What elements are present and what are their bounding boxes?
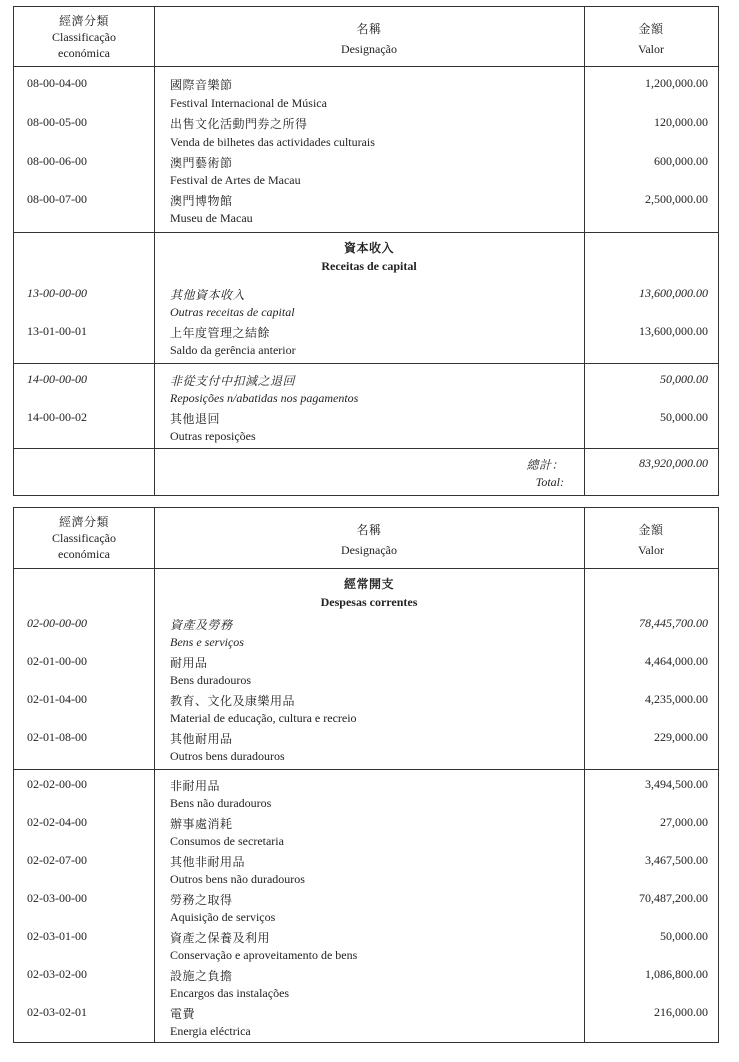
table-row [14, 832, 718, 852]
table-row [14, 94, 718, 114]
row-name-pt: Outras reposições [170, 429, 256, 443]
row-name-pt: Encargos das instalações [170, 986, 290, 1000]
row-value: 229,000.00 [654, 730, 708, 744]
total-label-zh: 總計： [526, 458, 564, 472]
section-divider [14, 363, 718, 364]
row-code: 14-00-00-00 [27, 372, 87, 386]
header-value: 金額 Valor [638, 22, 664, 56]
row-name-zh: 澳門藝術節 [170, 156, 233, 170]
table-row [14, 341, 718, 361]
header-value: 金額 Valor [638, 523, 664, 557]
row-name-pt: Bens e serviços [170, 635, 244, 649]
table-row [14, 209, 718, 229]
table-row [14, 113, 718, 133]
table-row [14, 1003, 718, 1023]
table-row [14, 171, 718, 191]
row-name-zh: 耐用品 [170, 656, 208, 670]
row-code: 08-00-05-00 [27, 115, 87, 129]
row-name-pt: Material de educação, cultura e recreio [170, 711, 357, 725]
row-name-pt: Saldo da gerência anterior [170, 343, 296, 357]
row-name-pt: Bens não duradouros [170, 796, 272, 810]
row-code: 02-02-04-00 [27, 815, 87, 829]
table-row [14, 984, 718, 1004]
row-name-zh: 教育、文化及康樂用品 [170, 694, 296, 708]
row-code: 13-01-00-01 [27, 324, 87, 338]
row-code: 02-02-00-00 [27, 777, 87, 791]
table-row [14, 389, 718, 409]
row-name-zh: 資產及勞務 [170, 618, 233, 632]
total-label-pt: Total: [535, 475, 564, 489]
row-name-zh: 國際音樂節 [170, 78, 233, 92]
row-name-pt: Outros bens não duradouros [170, 872, 305, 886]
section-divider [14, 232, 718, 233]
row-code: 02-01-04-00 [27, 692, 87, 706]
row-code: 02-00-00-00 [27, 616, 87, 630]
table-row [14, 927, 718, 947]
total-row [14, 454, 718, 474]
row-name-pt: Outras receitas de capital [170, 305, 295, 319]
header-designation: 名稱 Designação [341, 22, 397, 56]
row-value: 3,494,500.00 [645, 777, 708, 791]
table-row [14, 408, 718, 428]
row-value: 600,000.00 [654, 154, 708, 168]
table-row [14, 427, 718, 447]
row-name-zh: 非耐用品 [170, 779, 221, 793]
table-row [14, 690, 718, 710]
table-row [14, 889, 718, 909]
header-classification: 經濟分類 Classificação económica [52, 14, 116, 60]
row-name-zh: 電費 [170, 1007, 196, 1021]
row-name-zh: 設施之負擔 [170, 969, 233, 983]
table-row [14, 908, 718, 928]
table-row [14, 946, 718, 966]
table-row [14, 652, 718, 672]
row-name-pt: Conservação e aproveitamento de bens [170, 948, 358, 962]
header-designation: 名稱 Designação [341, 523, 397, 557]
row-code: 02-03-02-01 [27, 1005, 87, 1019]
row-name-pt: Outros bens duradouros [170, 749, 285, 763]
section-title-zh: 經常開支 [343, 577, 394, 591]
row-name-pt: Reposições n/abatidas nos pagamentos [170, 391, 359, 405]
row-code: 02-01-00-00 [27, 654, 87, 668]
table-row [14, 322, 718, 342]
table-row [14, 74, 718, 94]
total-value: 83,920,000.00 [639, 456, 708, 470]
row-value: 50,000.00 [660, 410, 708, 424]
table-row [14, 775, 718, 795]
row-name-pt: Aquisição de serviços [170, 910, 276, 924]
revenue-table [13, 6, 719, 496]
row-name-pt: Consumos de secretaria [170, 834, 284, 848]
table-row [14, 747, 718, 767]
row-code: 02-03-00-00 [27, 891, 87, 905]
row-value: 216,000.00 [654, 1005, 708, 1019]
row-code: 14-00-00-02 [27, 410, 87, 424]
section-divider [14, 769, 718, 770]
section-title-pt: Receitas de capital [321, 259, 417, 273]
table-row [14, 794, 718, 814]
row-code: 13-00-00-00 [27, 286, 87, 300]
total-divider [14, 448, 718, 449]
row-value: 4,235,000.00 [645, 692, 708, 706]
row-value: 27,000.00 [660, 815, 708, 829]
row-name-zh: 勞務之取得 [170, 893, 233, 907]
table-row [14, 284, 718, 304]
row-name-zh: 其他耐用品 [170, 732, 233, 746]
table-row [14, 813, 718, 833]
row-code: 02-02-07-00 [27, 853, 87, 867]
row-name-pt: Venda de bilhetes das actividades culturais [170, 135, 375, 149]
table-row [14, 709, 718, 729]
row-value: 1,086,800.00 [645, 967, 708, 981]
table-row [14, 370, 718, 390]
table-row [14, 851, 718, 871]
header-divider [14, 568, 718, 569]
row-name-pt: Festival Internacional de Música [170, 96, 327, 110]
header-divider [14, 66, 718, 67]
expense-table [13, 507, 719, 1043]
row-name-zh: 其他資本收入 [170, 288, 246, 302]
table-row [14, 633, 718, 653]
row-name-zh: 其他非耐用品 [170, 855, 246, 869]
row-value: 78,445,700.00 [639, 616, 708, 630]
table-row [14, 133, 718, 153]
table-row [14, 190, 718, 210]
row-code: 08-00-04-00 [27, 76, 87, 90]
row-name-pt: Museu de Macau [170, 211, 253, 225]
row-code: 02-01-08-00 [27, 730, 87, 744]
row-code: 08-00-07-00 [27, 192, 87, 206]
row-value: 13,600,000.00 [639, 286, 708, 300]
row-name-pt: Festival de Artes de Macau [170, 173, 301, 187]
section-title-zh: 資本收入 [343, 241, 394, 255]
row-name-zh: 上年度管理之結餘 [170, 326, 271, 340]
section-title-pt: Despesas correntes [320, 595, 418, 609]
row-name-zh: 資產之保養及利用 [170, 931, 271, 945]
row-code: 02-03-01-00 [27, 929, 87, 943]
table-row [14, 614, 718, 634]
row-value: 70,487,200.00 [639, 891, 708, 905]
table-row [14, 965, 718, 985]
row-code: 02-03-02-00 [27, 967, 87, 981]
row-value: 3,467,500.00 [645, 853, 708, 867]
table-row [14, 728, 718, 748]
row-value: 50,000.00 [660, 929, 708, 943]
row-value: 120,000.00 [654, 115, 708, 129]
row-value: 4,464,000.00 [645, 654, 708, 668]
row-name-zh: 辦事處消耗 [170, 817, 233, 831]
table-row [14, 303, 718, 323]
table-row [14, 152, 718, 172]
row-name-zh: 澳門博物館 [170, 194, 233, 208]
row-name-zh: 非從支付中扣減之退回 [170, 374, 296, 388]
table-row [14, 671, 718, 691]
row-value: 50,000.00 [660, 372, 708, 386]
row-name-pt: Energia eléctrica [170, 1024, 251, 1038]
header-classification: 經濟分類 Classificação económica [52, 515, 116, 561]
row-value: 1,200,000.00 [645, 76, 708, 90]
table-row [14, 1022, 718, 1042]
row-name-zh: 其他退回 [170, 412, 221, 426]
row-name-zh: 出售文化活動門券之所得 [170, 117, 308, 131]
row-code: 08-00-06-00 [27, 154, 87, 168]
table-row [14, 870, 718, 890]
row-value: 2,500,000.00 [645, 192, 708, 206]
row-name-pt: Bens duradouros [170, 673, 251, 687]
row-value: 13,600,000.00 [639, 324, 708, 338]
